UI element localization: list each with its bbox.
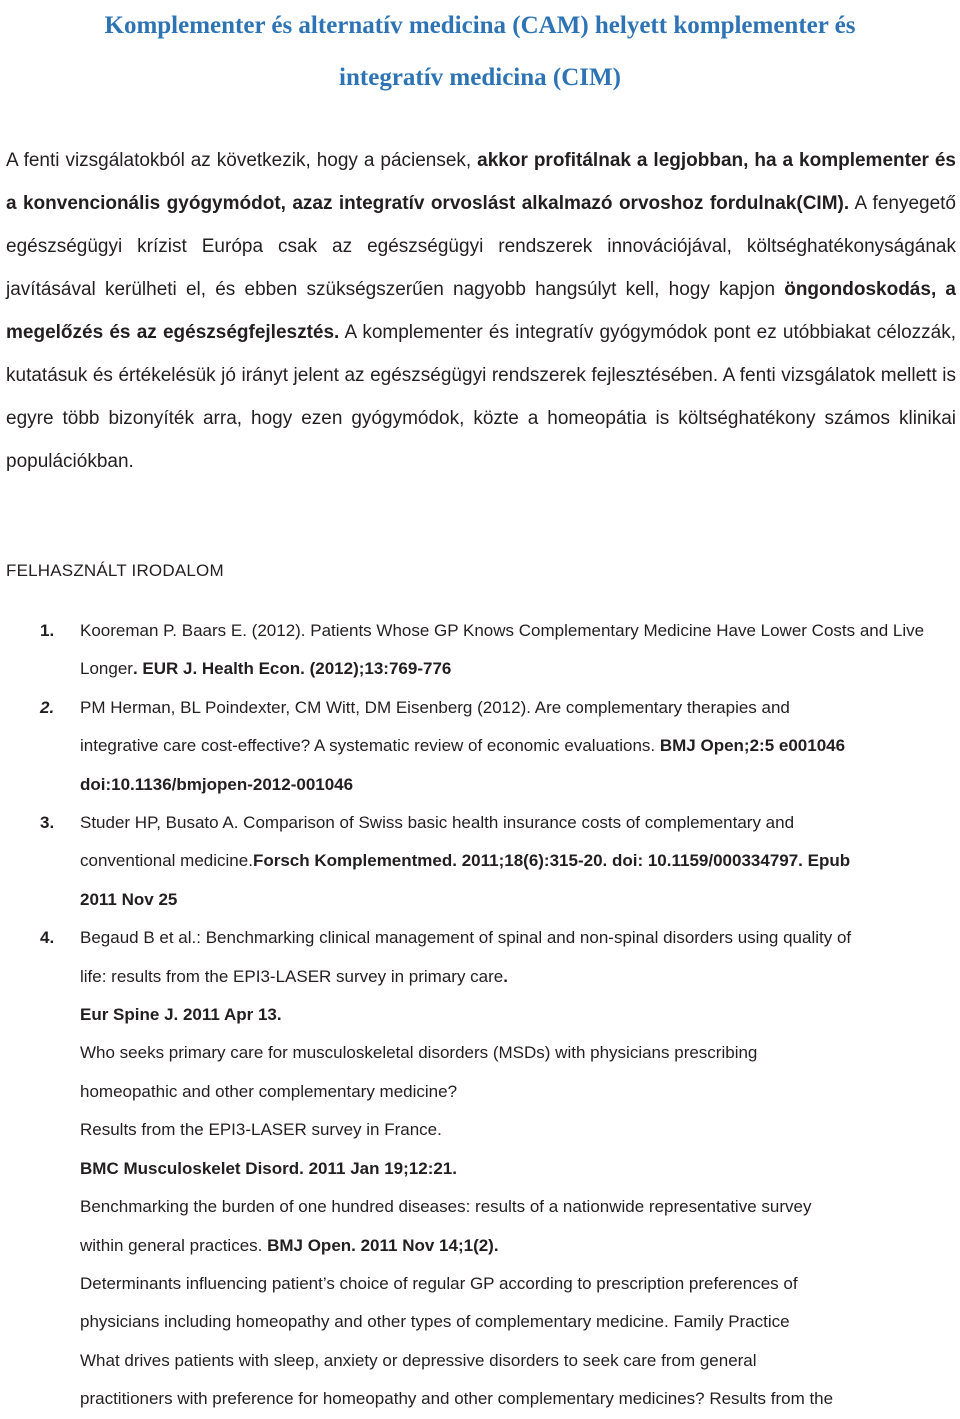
references-heading: FELHASZNÁLT IRODALOM bbox=[6, 561, 224, 580]
reference-item-1 bbox=[6, 612, 951, 689]
reference-line: Who seeks primary care for musculoskeletal disorders (MSDs) with physicians prescribing bbox=[80, 1043, 758, 1063]
intro-text-2: A fenyegető egészségügyi krízist Európa csak az egészségügyi rendszerek innovációjával, költséghatékonyságának javításával kerülheti el, és ebben szükségszerűen nagyobb hangsúlyt kell, hogy kapjon bbox=[6, 193, 957, 300]
reference-text: integrative care cost-effective? A systematic review of economic evaluations. bbox=[80, 736, 660, 756]
reference-number: 4. bbox=[40, 928, 55, 948]
reference-line: practitioners with preference for homeopathy and other complementary medicines? Results from the bbox=[80, 1389, 834, 1409]
reference-item-4 bbox=[6, 919, 951, 1418]
intro-bold-1: akkor profitálnak a legjobban, ha a komplementer és a konvencionális gyógymódot, azaz integratív orvoslást alkalmazó orvoshoz fordulnak(CIM). bbox=[6, 150, 956, 214]
reference-journal: BMJ Open. 2011 Nov 14;1(2). bbox=[267, 1235, 499, 1255]
reference-epub: 2011 Nov 25 bbox=[80, 889, 178, 909]
reference-line: homeopathic and other complementary medicine? bbox=[80, 1081, 458, 1101]
intro-text-1: A fenti vizsgálatokból az következik, hogy a páciensek, bbox=[6, 150, 478, 171]
reference-text: conventional medicine. bbox=[80, 851, 253, 871]
reference-author: Begaud B et al. bbox=[80, 928, 197, 948]
reference-journal: BMJ Open;2:5 e001046 bbox=[659, 736, 846, 756]
reference-text: Kooreman P. Baars E. (2012). Patients Whose GP Knows Complementary Medicine Have Lower Costs and Live Longer bbox=[80, 621, 925, 679]
reference-line: Results from the EPI3-LASER survey in France. bbox=[80, 1120, 442, 1140]
intro-bold-2: öngondoskodás, a megelőzés és az egészségfejlesztés. bbox=[6, 279, 956, 343]
reference-journal: Eur Spine J. 2011 Apr 13. bbox=[80, 1005, 282, 1025]
reference-item-2 bbox=[6, 689, 951, 804]
reference-number: 1. bbox=[40, 621, 55, 640]
reference-journal: . EUR J. Health Econ. (2012);13:769-776 bbox=[132, 659, 452, 679]
title-line-2: integratív medicina (CIM) bbox=[339, 64, 621, 91]
reference-line bbox=[80, 958, 951, 996]
reference-number: 3. bbox=[40, 813, 55, 833]
intro-paragraph bbox=[6, 139, 956, 483]
reference-text: within general practices. bbox=[80, 1235, 268, 1255]
reference-number: 2. bbox=[40, 697, 55, 717]
reference-line bbox=[80, 842, 951, 880]
reference-journal: BMC Musculoskelet Disord. 2011 Jan 19;12:21. bbox=[80, 1158, 457, 1178]
reference-list bbox=[6, 612, 951, 1419]
reference-line: physicians including homeopathy and other types of complementary medicine. Family Practice bbox=[80, 1312, 790, 1332]
reference-item-3 bbox=[6, 804, 951, 919]
reference-line bbox=[80, 1227, 951, 1265]
reference-journal: Forsch Komplementmed. 2011;18(6):315-20. doi: 10.1159/000334797. Epub bbox=[252, 851, 851, 871]
intro-text-3: A komplementer és integratív gyógymódok pont ez utóbbiakat célozzák, kutatásuk és értékelésük jó irányt jelent az egészségügyi rendszerek fejlesztésében. A fenti vizsgálatok mellett is egyre több bizonyíték arra, hogy ezen gyógymódok, közte a homeopátia is költséghatékony számos klinikai populációkban. bbox=[6, 322, 957, 472]
title-line-1: Komplementer és alternatív medicina (CAM) helyett komplementer és bbox=[104, 12, 856, 39]
reference-punct: . bbox=[503, 966, 508, 986]
page-title bbox=[0, 0, 960, 104]
reference-line: PM Herman, BL Poindexter, CM Witt, DM Eisenberg (2012). Are complementary therapies and bbox=[80, 697, 790, 717]
reference-line: Determinants influencing patient’s choice of regular GP according to prescription preferences of bbox=[80, 1273, 798, 1293]
reference-line: Benchmarking the burden of one hundred diseases: results of a nationwide representative survey bbox=[80, 1197, 812, 1217]
reference-line: What drives patients with sleep, anxiety or depressive disorders to seek care from general bbox=[80, 1350, 757, 1370]
reference-line bbox=[80, 727, 951, 765]
reference-line: Studer HP, Busato A. Comparison of Swiss basic health insurance costs of complementary and bbox=[80, 813, 795, 833]
reference-text: life: results from the EPI3-LASER survey in primary care bbox=[80, 966, 504, 986]
reference-text: : Benchmarking clinical management of spinal and non-spinal disorders using quality of bbox=[196, 928, 852, 948]
reference-line bbox=[80, 919, 951, 957]
reference-doi: doi:10.1136/bmjopen-2012-001046 bbox=[80, 774, 354, 794]
